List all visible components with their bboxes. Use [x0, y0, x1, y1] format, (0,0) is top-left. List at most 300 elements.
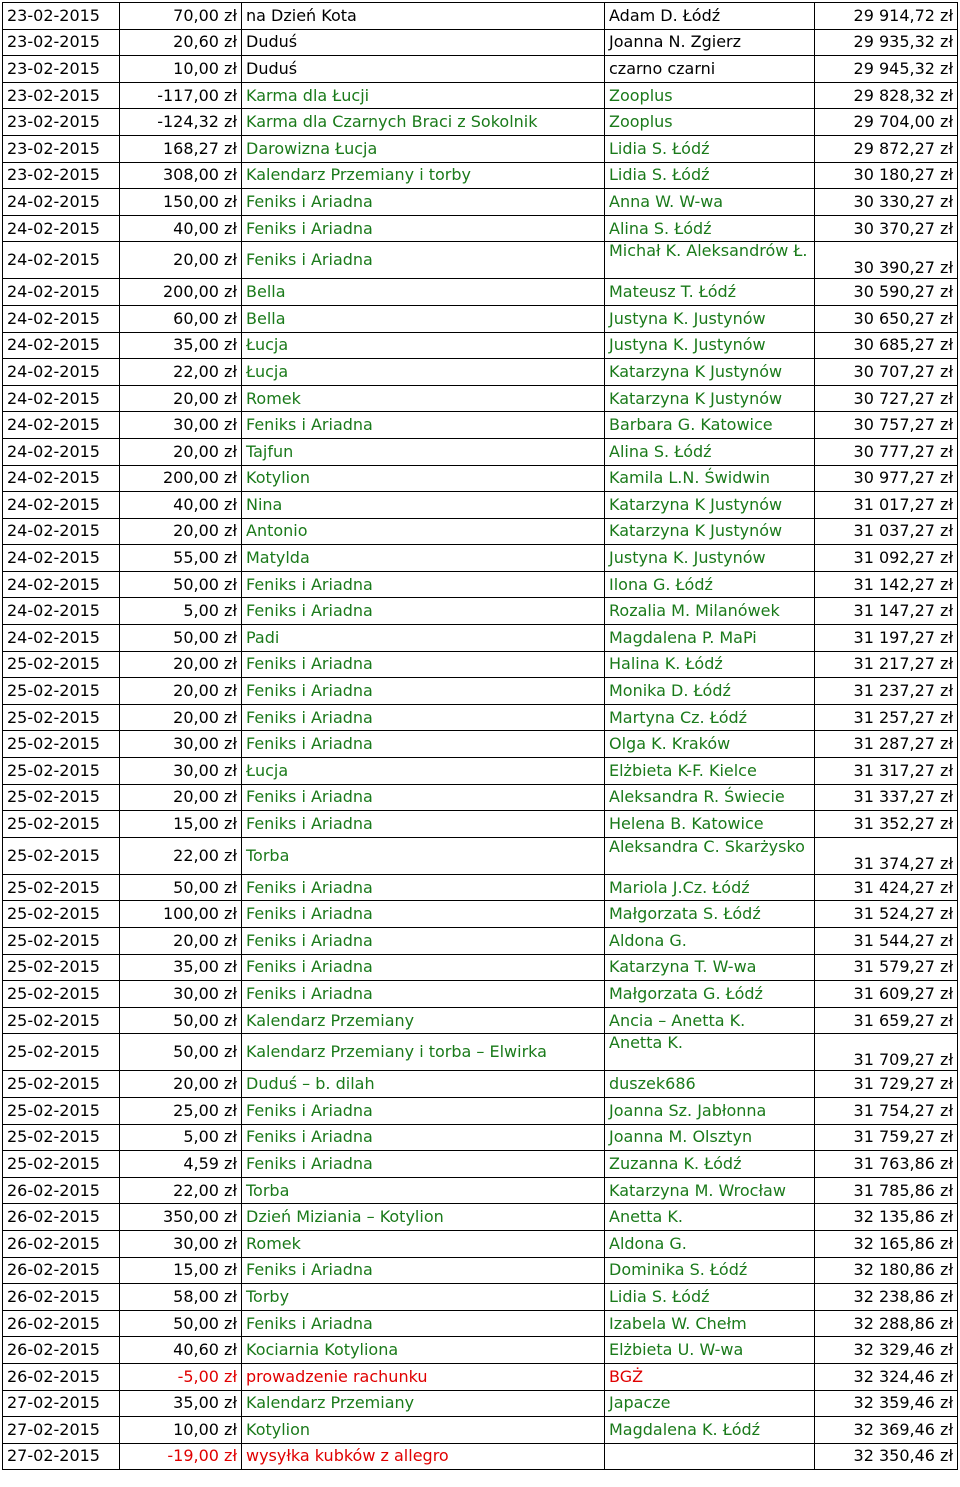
- transaction-balance: 31 579,27 zł: [815, 954, 958, 981]
- transaction-amount: 20,00 zł: [120, 784, 242, 811]
- transaction-date: 24-02-2015: [3, 465, 120, 492]
- transaction-date: 25-02-2015: [3, 731, 120, 758]
- transaction-date: 25-02-2015: [3, 1097, 120, 1124]
- transaction-balance: 31 709,27 zł: [815, 1034, 958, 1071]
- transaction-balance: 31 659,27 zł: [815, 1007, 958, 1034]
- table-row: [3, 1337, 958, 1364]
- table-row: [3, 492, 958, 519]
- transaction-amount: 150,00 zł: [120, 189, 242, 216]
- transaction-donor: Małgorzata G. Łódź: [605, 981, 815, 1008]
- table-row: [3, 1034, 958, 1071]
- transaction-donor: Mariola J.Cz. Łódź: [605, 874, 815, 901]
- transaction-date: 24-02-2015: [3, 359, 120, 386]
- transaction-purpose: Feniks i Ariadna: [242, 1310, 605, 1337]
- table-row: [3, 901, 958, 928]
- transaction-balance: 29 828,32 zł: [815, 82, 958, 109]
- transaction-amount: 20,00 zł: [120, 518, 242, 545]
- transaction-purpose: Feniks i Ariadna: [242, 731, 605, 758]
- transaction-donor: Adam D. Łódź: [605, 3, 815, 30]
- transaction-purpose: Feniks i Ariadna: [242, 242, 605, 279]
- transaction-amount: 4,59 zł: [120, 1151, 242, 1178]
- transaction-amount: 30,00 zł: [120, 1230, 242, 1257]
- transaction-donor: Alina S. Łódź: [605, 215, 815, 242]
- transaction-purpose: Torba: [242, 1177, 605, 1204]
- transaction-date: 23-02-2015: [3, 162, 120, 189]
- transaction-amount: 10,00 zł: [120, 1417, 242, 1444]
- transaction-date: 24-02-2015: [3, 332, 120, 359]
- transaction-amount: 30,00 zł: [120, 758, 242, 785]
- transaction-date: 23-02-2015: [3, 109, 120, 136]
- transaction-donor: Aldona G.: [605, 1230, 815, 1257]
- table-row: [3, 1257, 958, 1284]
- transaction-balance: 30 685,27 zł: [815, 332, 958, 359]
- transaction-donor: Elżbieta K-F. Kielce: [605, 758, 815, 785]
- transaction-purpose: Feniks i Ariadna: [242, 704, 605, 731]
- transaction-donor: Michał K. Aleksandrów Ł.: [605, 242, 815, 279]
- table-row: [3, 571, 958, 598]
- transaction-purpose: Kotylion: [242, 1417, 605, 1444]
- transaction-purpose: Duduś: [242, 56, 605, 83]
- table-row: [3, 651, 958, 678]
- transaction-amount: 22,00 zł: [120, 837, 242, 874]
- transaction-amount: 40,00 zł: [120, 215, 242, 242]
- transaction-amount: 168,27 zł: [120, 135, 242, 162]
- transaction-balance: 30 727,27 zł: [815, 385, 958, 412]
- transaction-donor: Aleksandra C. Skarżysko: [605, 837, 815, 874]
- transaction-donor: Katarzyna K Justynów: [605, 359, 815, 386]
- table-row: [3, 1177, 958, 1204]
- transaction-purpose: Kotylion: [242, 465, 605, 492]
- transaction-amount: 35,00 zł: [120, 954, 242, 981]
- transaction-date: 27-02-2015: [3, 1390, 120, 1417]
- transaction-purpose: Kalendarz Przemiany: [242, 1390, 605, 1417]
- table-row: [3, 56, 958, 83]
- transaction-balance: 31 142,27 zł: [815, 571, 958, 598]
- table-row: [3, 359, 958, 386]
- transaction-amount: 35,00 zł: [120, 332, 242, 359]
- transaction-balance: 32 288,86 zł: [815, 1310, 958, 1337]
- transaction-donor: Joanna M. Olsztyn: [605, 1124, 815, 1151]
- table-row: [3, 215, 958, 242]
- transaction-donor: Zooplus: [605, 109, 815, 136]
- transaction-purpose: Łucja: [242, 359, 605, 386]
- transaction-purpose: Feniks i Ariadna: [242, 412, 605, 439]
- transaction-purpose: Kalendarz Przemiany: [242, 1007, 605, 1034]
- transaction-date: 25-02-2015: [3, 1034, 120, 1071]
- transaction-purpose: Antonio: [242, 518, 605, 545]
- transaction-donor: Katarzyna T. W-wa: [605, 954, 815, 981]
- transaction-amount: 50,00 zł: [120, 625, 242, 652]
- transaction-purpose: Łucja: [242, 332, 605, 359]
- transaction-donor: Lidia S. Łódź: [605, 162, 815, 189]
- table-row: [3, 1097, 958, 1124]
- transaction-amount: 30,00 zł: [120, 731, 242, 758]
- transaction-purpose: Dzień Miziania – Kotylion: [242, 1204, 605, 1231]
- transaction-balance: 32 324,46 zł: [815, 1363, 958, 1390]
- transaction-balance: 31 374,27 zł: [815, 837, 958, 874]
- transaction-date: 25-02-2015: [3, 874, 120, 901]
- transaction-amount: -5,00 zł: [120, 1363, 242, 1390]
- transaction-date: 26-02-2015: [3, 1204, 120, 1231]
- transactions-table: [2, 2, 958, 1470]
- transaction-donor: BGŻ: [605, 1363, 815, 1390]
- transaction-date: 24-02-2015: [3, 385, 120, 412]
- transaction-date: 25-02-2015: [3, 837, 120, 874]
- transaction-purpose: Padi: [242, 625, 605, 652]
- transaction-donor: Kamila L.N. Świdwin: [605, 465, 815, 492]
- transaction-purpose: Feniks i Ariadna: [242, 1151, 605, 1178]
- transaction-balance: 31 257,27 zł: [815, 704, 958, 731]
- transaction-purpose: Feniks i Ariadna: [242, 571, 605, 598]
- transaction-donor: Zuzanna K. Łódź: [605, 1151, 815, 1178]
- table-row: [3, 1284, 958, 1311]
- transaction-amount: 22,00 zł: [120, 359, 242, 386]
- transaction-donor: Katarzyna K Justynów: [605, 492, 815, 519]
- transaction-balance: 30 977,27 zł: [815, 465, 958, 492]
- transaction-purpose: Romek: [242, 1230, 605, 1257]
- transaction-balance: 31 754,27 zł: [815, 1097, 958, 1124]
- transaction-balance: 31 759,27 zł: [815, 1124, 958, 1151]
- table-row: [3, 3, 958, 30]
- transaction-date: 24-02-2015: [3, 412, 120, 439]
- transactions-body: [3, 3, 958, 1470]
- transaction-balance: 31 524,27 zł: [815, 901, 958, 928]
- transaction-purpose: Feniks i Ariadna: [242, 651, 605, 678]
- transaction-donor: Justyna K. Justynów: [605, 545, 815, 572]
- transaction-balance: 29 935,32 zł: [815, 29, 958, 56]
- transaction-donor: Ilona G. Łódź: [605, 571, 815, 598]
- transaction-amount: 200,00 zł: [120, 279, 242, 306]
- transaction-amount: 70,00 zł: [120, 3, 242, 30]
- transaction-amount: 30,00 zł: [120, 981, 242, 1008]
- transaction-donor: Elżbieta U. W-wa: [605, 1337, 815, 1364]
- table-row: [3, 1443, 958, 1470]
- transaction-donor: [605, 1443, 815, 1470]
- transaction-donor: Alina S. Łódź: [605, 438, 815, 465]
- transaction-balance: 31 147,27 zł: [815, 598, 958, 625]
- transaction-date: 25-02-2015: [3, 1151, 120, 1178]
- transaction-date: 24-02-2015: [3, 545, 120, 572]
- table-row: [3, 1124, 958, 1151]
- transaction-donor: Katarzyna M. Wrocław: [605, 1177, 815, 1204]
- transaction-date: 26-02-2015: [3, 1177, 120, 1204]
- transaction-amount: 25,00 zł: [120, 1097, 242, 1124]
- transaction-balance: 30 180,27 zł: [815, 162, 958, 189]
- transaction-date: 24-02-2015: [3, 189, 120, 216]
- table-row: [3, 598, 958, 625]
- table-row: [3, 242, 958, 279]
- transaction-balance: 30 757,27 zł: [815, 412, 958, 439]
- transaction-donor: Małgorzata S. Łódź: [605, 901, 815, 928]
- table-row: [3, 1230, 958, 1257]
- transaction-amount: 20,00 zł: [120, 678, 242, 705]
- transaction-amount: 308,00 zł: [120, 162, 242, 189]
- transaction-balance: 30 370,27 zł: [815, 215, 958, 242]
- transaction-balance: 30 777,27 zł: [815, 438, 958, 465]
- transaction-date: 26-02-2015: [3, 1310, 120, 1337]
- transaction-donor: Helena B. Katowice: [605, 811, 815, 838]
- transaction-balance: 31 729,27 zł: [815, 1071, 958, 1098]
- transaction-donor: Justyna K. Justynów: [605, 305, 815, 332]
- transaction-purpose: Kalendarz Przemiany i torby: [242, 162, 605, 189]
- transaction-donor: Olga K. Kraków: [605, 731, 815, 758]
- transaction-balance: 31 037,27 zł: [815, 518, 958, 545]
- transaction-amount: 40,00 zł: [120, 492, 242, 519]
- transaction-purpose: Feniks i Ariadna: [242, 901, 605, 928]
- transaction-date: 25-02-2015: [3, 678, 120, 705]
- transaction-donor: czarno czarni: [605, 56, 815, 83]
- transaction-donor: Justyna K. Justynów: [605, 332, 815, 359]
- transaction-donor: Aldona G.: [605, 928, 815, 955]
- table-row: [3, 758, 958, 785]
- transaction-amount: 50,00 zł: [120, 1007, 242, 1034]
- transaction-balance: 31 217,27 zł: [815, 651, 958, 678]
- table-row: [3, 1363, 958, 1390]
- transaction-donor: Joanna Sz. Jabłonna: [605, 1097, 815, 1124]
- transaction-amount: 58,00 zł: [120, 1284, 242, 1311]
- transaction-purpose: Matylda: [242, 545, 605, 572]
- transaction-date: 25-02-2015: [3, 811, 120, 838]
- transaction-balance: 30 707,27 zł: [815, 359, 958, 386]
- table-row: [3, 545, 958, 572]
- transaction-purpose: Łucja: [242, 758, 605, 785]
- transaction-date: 27-02-2015: [3, 1443, 120, 1470]
- transaction-donor: Japacze: [605, 1390, 815, 1417]
- transaction-donor: Magdalena K. Łódź: [605, 1417, 815, 1444]
- transaction-purpose: Darowizna Łucja: [242, 135, 605, 162]
- table-row: [3, 1007, 958, 1034]
- transaction-purpose: Feniks i Ariadna: [242, 189, 605, 216]
- transaction-balance: 32 135,86 zł: [815, 1204, 958, 1231]
- transaction-purpose: Tajfun: [242, 438, 605, 465]
- transaction-purpose: Romek: [242, 385, 605, 412]
- table-row: [3, 438, 958, 465]
- transaction-amount: 350,00 zł: [120, 1204, 242, 1231]
- transaction-purpose: Feniks i Ariadna: [242, 1124, 605, 1151]
- transaction-purpose: Kalendarz Przemiany i torba – Elwirka: [242, 1034, 605, 1071]
- transaction-purpose: Torba: [242, 837, 605, 874]
- transaction-balance: 29 945,32 zł: [815, 56, 958, 83]
- transaction-amount: -124,32 zł: [120, 109, 242, 136]
- table-row: [3, 704, 958, 731]
- transaction-date: 26-02-2015: [3, 1284, 120, 1311]
- table-row: [3, 731, 958, 758]
- transaction-donor: Lidia S. Łódź: [605, 135, 815, 162]
- transaction-donor: Katarzyna K Justynów: [605, 385, 815, 412]
- transaction-balance: 32 238,86 zł: [815, 1284, 958, 1311]
- transaction-donor: duszek686: [605, 1071, 815, 1098]
- table-row: [3, 162, 958, 189]
- transaction-donor: Anetta K.: [605, 1204, 815, 1231]
- transaction-balance: 31 544,27 zł: [815, 928, 958, 955]
- transaction-date: 24-02-2015: [3, 598, 120, 625]
- transaction-donor: Aleksandra R. Świecie: [605, 784, 815, 811]
- transaction-amount: 20,00 zł: [120, 438, 242, 465]
- transaction-amount: 20,00 zł: [120, 928, 242, 955]
- transaction-date: 24-02-2015: [3, 625, 120, 652]
- transaction-balance: 29 704,00 zł: [815, 109, 958, 136]
- table-row: [3, 465, 958, 492]
- transaction-amount: 22,00 zł: [120, 1177, 242, 1204]
- transaction-purpose: Karma dla Łucji: [242, 82, 605, 109]
- table-row: [3, 1310, 958, 1337]
- transaction-amount: 55,00 zł: [120, 545, 242, 572]
- transaction-amount: 5,00 zł: [120, 1124, 242, 1151]
- transaction-balance: 31 092,27 zł: [815, 545, 958, 572]
- transaction-date: 24-02-2015: [3, 242, 120, 279]
- transaction-amount: 20,00 zł: [120, 704, 242, 731]
- transaction-amount: -19,00 zł: [120, 1443, 242, 1470]
- transaction-donor: Joanna N. Zgierz: [605, 29, 815, 56]
- transaction-date: 25-02-2015: [3, 928, 120, 955]
- transaction-date: 25-02-2015: [3, 758, 120, 785]
- transaction-amount: 20,00 zł: [120, 385, 242, 412]
- transaction-purpose: Nina: [242, 492, 605, 519]
- table-row: [3, 29, 958, 56]
- transaction-date: 25-02-2015: [3, 704, 120, 731]
- transaction-amount: 60,00 zł: [120, 305, 242, 332]
- transaction-balance: 31 785,86 zł: [815, 1177, 958, 1204]
- transaction-balance: 32 350,46 zł: [815, 1443, 958, 1470]
- transaction-date: 23-02-2015: [3, 82, 120, 109]
- table-row: [3, 928, 958, 955]
- transaction-balance: 29 914,72 zł: [815, 3, 958, 30]
- table-row: [3, 1071, 958, 1098]
- transaction-amount: 10,00 zł: [120, 56, 242, 83]
- transaction-donor: Martyna Cz. Łódź: [605, 704, 815, 731]
- transaction-donor: Dominika S. Łódź: [605, 1257, 815, 1284]
- table-row: [3, 1204, 958, 1231]
- transaction-donor: Katarzyna K Justynów: [605, 518, 815, 545]
- transaction-date: 23-02-2015: [3, 135, 120, 162]
- transaction-donor: Mateusz T. Łódź: [605, 279, 815, 306]
- transaction-balance: 31 287,27 zł: [815, 731, 958, 758]
- transaction-balance: 32 369,46 zł: [815, 1417, 958, 1444]
- transaction-date: 25-02-2015: [3, 1007, 120, 1034]
- transaction-donor: Izabela W. Chełm: [605, 1310, 815, 1337]
- transaction-donor: Lidia S. Łódź: [605, 1284, 815, 1311]
- transaction-date: 26-02-2015: [3, 1257, 120, 1284]
- transaction-amount: 20,00 zł: [120, 651, 242, 678]
- transaction-amount: 50,00 zł: [120, 1034, 242, 1071]
- transaction-amount: 30,00 zł: [120, 412, 242, 439]
- transaction-donor: Monika D. Łódź: [605, 678, 815, 705]
- transaction-purpose: Bella: [242, 305, 605, 332]
- transaction-amount: 50,00 zł: [120, 1310, 242, 1337]
- transaction-amount: 50,00 zł: [120, 874, 242, 901]
- table-row: [3, 412, 958, 439]
- table-row: [3, 109, 958, 136]
- transaction-balance: 32 329,46 zł: [815, 1337, 958, 1364]
- transaction-date: 23-02-2015: [3, 29, 120, 56]
- transaction-donor: Zooplus: [605, 82, 815, 109]
- table-row: [3, 1151, 958, 1178]
- transaction-balance: 29 872,27 zł: [815, 135, 958, 162]
- transaction-date: 24-02-2015: [3, 438, 120, 465]
- transaction-amount: -117,00 zł: [120, 82, 242, 109]
- transaction-amount: 200,00 zł: [120, 465, 242, 492]
- transaction-purpose: Feniks i Ariadna: [242, 954, 605, 981]
- table-row: [3, 385, 958, 412]
- table-row: [3, 305, 958, 332]
- transaction-purpose: Feniks i Ariadna: [242, 1257, 605, 1284]
- transaction-donor: Rozalia M. Milanówek: [605, 598, 815, 625]
- table-row: [3, 135, 958, 162]
- table-row: [3, 811, 958, 838]
- transaction-purpose: na Dzień Kota: [242, 3, 605, 30]
- table-row: [3, 837, 958, 874]
- transaction-amount: 100,00 zł: [120, 901, 242, 928]
- table-row: [3, 784, 958, 811]
- transaction-purpose: Feniks i Ariadna: [242, 215, 605, 242]
- transaction-amount: 15,00 zł: [120, 1257, 242, 1284]
- transaction-balance: 31 424,27 zł: [815, 874, 958, 901]
- transaction-donor: Anna W. W-wa: [605, 189, 815, 216]
- transaction-balance: 31 237,27 zł: [815, 678, 958, 705]
- transaction-purpose: Feniks i Ariadna: [242, 1097, 605, 1124]
- table-row: [3, 82, 958, 109]
- transaction-balance: 32 165,86 zł: [815, 1230, 958, 1257]
- table-row: [3, 1390, 958, 1417]
- transaction-purpose: Torby: [242, 1284, 605, 1311]
- transaction-balance: 31 017,27 zł: [815, 492, 958, 519]
- transaction-balance: 31 337,27 zł: [815, 784, 958, 811]
- transaction-donor: Magdalena P. MaPi: [605, 625, 815, 652]
- transaction-purpose: wysyłka kubków z allegro: [242, 1443, 605, 1470]
- transaction-date: 24-02-2015: [3, 492, 120, 519]
- transaction-amount: 15,00 zł: [120, 811, 242, 838]
- transaction-date: 23-02-2015: [3, 3, 120, 30]
- transaction-amount: 20,60 zł: [120, 29, 242, 56]
- transaction-purpose: prowadzenie rachunku: [242, 1363, 605, 1390]
- transaction-date: 24-02-2015: [3, 571, 120, 598]
- transaction-date: 26-02-2015: [3, 1230, 120, 1257]
- table-row: [3, 874, 958, 901]
- transaction-balance: 31 197,27 zł: [815, 625, 958, 652]
- transaction-date: 23-02-2015: [3, 56, 120, 83]
- transaction-balance: 31 352,27 zł: [815, 811, 958, 838]
- transaction-amount: 50,00 zł: [120, 571, 242, 598]
- transaction-date: 26-02-2015: [3, 1337, 120, 1364]
- transaction-purpose: Feniks i Ariadna: [242, 981, 605, 1008]
- transaction-amount: 40,60 zł: [120, 1337, 242, 1364]
- transaction-purpose: Feniks i Ariadna: [242, 598, 605, 625]
- table-row: [3, 518, 958, 545]
- transaction-amount: 35,00 zł: [120, 1390, 242, 1417]
- transaction-date: 25-02-2015: [3, 784, 120, 811]
- transaction-amount: 20,00 zł: [120, 242, 242, 279]
- transaction-balance: 31 317,27 zł: [815, 758, 958, 785]
- table-row: [3, 625, 958, 652]
- table-row: [3, 1417, 958, 1444]
- transaction-date: 25-02-2015: [3, 901, 120, 928]
- table-row: [3, 279, 958, 306]
- transaction-donor: Barbara G. Katowice: [605, 412, 815, 439]
- transaction-purpose: Bella: [242, 279, 605, 306]
- transaction-donor: Ancia – Anetta K.: [605, 1007, 815, 1034]
- transaction-balance: 30 330,27 zł: [815, 189, 958, 216]
- transaction-balance: 30 390,27 zł: [815, 242, 958, 279]
- transaction-date: 26-02-2015: [3, 1363, 120, 1390]
- transaction-purpose: Feniks i Ariadna: [242, 784, 605, 811]
- transaction-balance: 32 359,46 zł: [815, 1390, 958, 1417]
- transaction-purpose: Feniks i Ariadna: [242, 811, 605, 838]
- transaction-balance: 30 590,27 zł: [815, 279, 958, 306]
- transaction-date: 25-02-2015: [3, 651, 120, 678]
- table-row: [3, 332, 958, 359]
- transaction-date: 25-02-2015: [3, 1071, 120, 1098]
- transaction-amount: 5,00 zł: [120, 598, 242, 625]
